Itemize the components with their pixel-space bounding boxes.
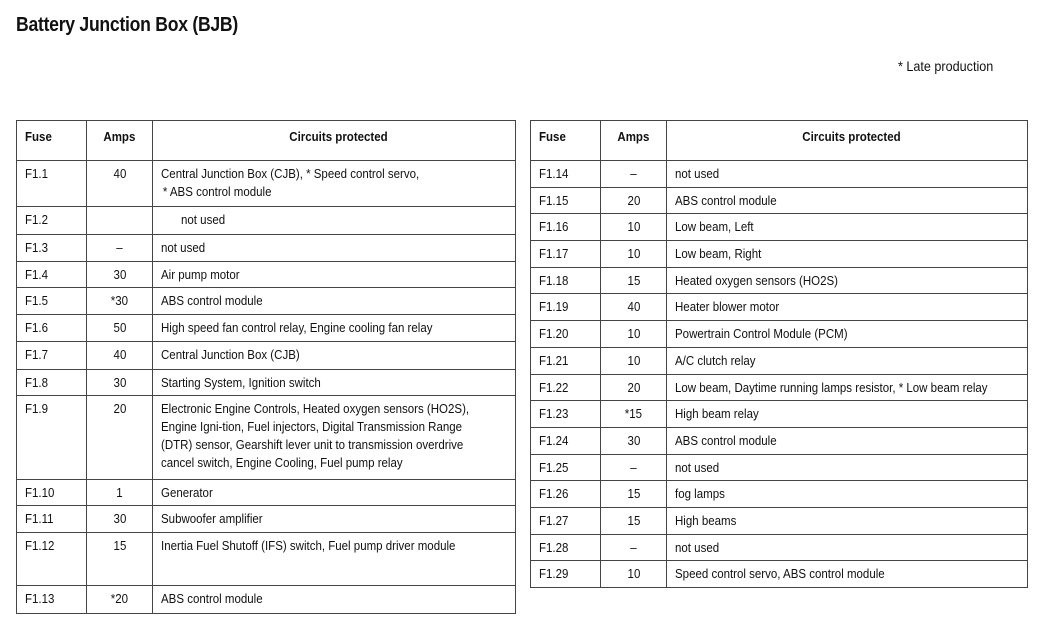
amps-cell: 10: [601, 321, 667, 348]
amps-cell: 1: [87, 480, 153, 506]
amps-cell: 20: [87, 396, 153, 480]
amps-cell: 10: [601, 347, 667, 374]
table-row: [531, 294, 1028, 321]
table-row: [17, 370, 516, 396]
amps-cell: 10: [601, 214, 667, 241]
fuse-cell: F1.11: [17, 506, 87, 533]
fuse-cell: F1.25: [531, 454, 601, 481]
page-title: Battery Junction Box (BJB): [16, 14, 238, 36]
table-row: [531, 481, 1028, 508]
circuit-cell: High beam relay: [667, 401, 1028, 428]
table-row: [17, 161, 516, 207]
table-header-row: [17, 121, 516, 161]
fuse-cell: F1.22: [531, 374, 601, 401]
amps-cell: *15: [601, 401, 667, 428]
circuit-cell: not used: [153, 235, 516, 262]
table-row: [17, 288, 516, 315]
fuse-cell: F1.24: [531, 427, 601, 454]
fuse-cell: F1.20: [531, 321, 601, 348]
amps-cell: 40: [87, 342, 153, 370]
circuit-cell: Speed control servo, ABS control module: [667, 561, 1028, 588]
table-row: [531, 321, 1028, 348]
table-row: [531, 267, 1028, 294]
table-row: [17, 262, 516, 288]
fuse-cell: F1.19: [531, 294, 601, 321]
table-row: [531, 454, 1028, 481]
amps-cell: *20: [87, 586, 153, 614]
circuit-cell: not used: [667, 454, 1028, 481]
fuse-cell: F1.9: [17, 396, 87, 480]
table-row: [531, 214, 1028, 241]
fuse-cell: F1.2: [17, 207, 87, 235]
fuse-table-left: [16, 120, 516, 614]
circuit-cell: Central Junction Box (CJB), * Speed control servo, * ABS control module: [153, 161, 516, 207]
circuit-cell: Powertrain Control Module (PCM): [667, 321, 1028, 348]
amps-cell: 30: [87, 506, 153, 533]
circuit-cell: High speed fan control relay, Engine cooling fan relay: [153, 315, 516, 342]
fuse-cell: F1.13: [17, 586, 87, 614]
table-row: [531, 347, 1028, 374]
table-row: [531, 161, 1028, 188]
amps-cell: –: [601, 454, 667, 481]
table-row: [17, 533, 516, 586]
amps-cell: 15: [601, 481, 667, 508]
amps-cell: –: [601, 161, 667, 188]
amps-cell: 30: [87, 370, 153, 396]
fuse-table-right: [530, 120, 1028, 588]
header-fuse: Fuse: [17, 121, 87, 161]
fuse-cell: F1.27: [531, 507, 601, 534]
table-row: [17, 396, 516, 480]
amps-cell: 40: [87, 161, 153, 207]
fuse-cell: F1.26: [531, 481, 601, 508]
circuit-cell: fog lamps: [667, 481, 1028, 508]
circuit-cell: ABS control module: [667, 427, 1028, 454]
table-row: [531, 561, 1028, 588]
fuse-cell: F1.16: [531, 214, 601, 241]
table-row: [531, 507, 1028, 534]
fuse-cell: F1.14: [531, 161, 601, 188]
fuse-cell: F1.3: [17, 235, 87, 262]
fuse-cell: F1.12: [17, 533, 87, 586]
amps-cell: 30: [87, 262, 153, 288]
circuit-cell: High beams: [667, 507, 1028, 534]
fuse-cell: F1.28: [531, 534, 601, 561]
fuse-cell: F1.7: [17, 342, 87, 370]
table-row: [531, 187, 1028, 214]
table-row: [17, 586, 516, 614]
circuit-cell: ABS control module: [153, 288, 516, 315]
header-circuits: Circuits protected: [153, 121, 516, 161]
header-amps: Amps: [601, 121, 667, 161]
amps-cell: 10: [601, 241, 667, 268]
table-row: [17, 315, 516, 342]
amps-cell: –: [601, 534, 667, 561]
circuit-cell: A/C clutch relay: [667, 347, 1028, 374]
circuit-cell: ABS control module: [153, 586, 516, 614]
fuse-cell: F1.21: [531, 347, 601, 374]
fuse-cell: F1.8: [17, 370, 87, 396]
circuit-cell: Low beam, Right: [667, 241, 1028, 268]
table-row: [531, 534, 1028, 561]
circuit-cell: Electronic Engine Controls, Heated oxygen sensors (HO2S), Engine Igni-tion, Fuel injectors, Digital Transmission Range (DTR) sensor, Gearshift lever unit to transmission overdrive cancel switch, Engine Cooling, Fuel pump relay: [153, 396, 516, 480]
amps-cell: 15: [87, 533, 153, 586]
fuse-cell: F1.17: [531, 241, 601, 268]
circuit-cell: Low beam, Daytime running lamps resistor, * Low beam relay: [667, 374, 1028, 401]
amps-cell: 15: [601, 507, 667, 534]
circuit-cell: not used: [667, 534, 1028, 561]
fuse-cell: F1.10: [17, 480, 87, 506]
amps-cell: 40: [601, 294, 667, 321]
amps-cell: –: [87, 235, 153, 262]
table-row: [531, 401, 1028, 428]
circuit-cell: not used: [153, 207, 516, 235]
late-production-footnote: * Late production: [898, 58, 994, 74]
fuse-cell: F1.4: [17, 262, 87, 288]
circuit-cell: Heated oxygen sensors (HO2S): [667, 267, 1028, 294]
fuse-cell: F1.29: [531, 561, 601, 588]
amps-cell: 10: [601, 561, 667, 588]
fuse-cell: F1.15: [531, 187, 601, 214]
table-row: [531, 241, 1028, 268]
circuit-cell: ABS control module: [667, 187, 1028, 214]
table-row: [17, 480, 516, 506]
fuse-cell: F1.23: [531, 401, 601, 428]
header-amps: Amps: [87, 121, 153, 161]
fuse-cell: F1.1: [17, 161, 87, 207]
circuit-cell: Subwoofer amplifier: [153, 506, 516, 533]
circuit-cell: not used: [667, 161, 1028, 188]
circuit-cell: Central Junction Box (CJB): [153, 342, 516, 370]
table-row: [531, 374, 1028, 401]
amps-cell: 30: [601, 427, 667, 454]
table-row: [17, 342, 516, 370]
amps-cell: 20: [601, 374, 667, 401]
amps-cell: 20: [601, 187, 667, 214]
table-row: [17, 235, 516, 262]
fuse-cell: F1.18: [531, 267, 601, 294]
circuit-cell: Low beam, Left: [667, 214, 1028, 241]
amps-cell: 15: [601, 267, 667, 294]
circuit-cell: Air pump motor: [153, 262, 516, 288]
amps-cell: 50: [87, 315, 153, 342]
circuit-cell: Heater blower motor: [667, 294, 1028, 321]
amps-cell: [87, 207, 153, 235]
circuit-cell: Generator: [153, 480, 516, 506]
fuse-cell: F1.5: [17, 288, 87, 315]
table-row: [17, 207, 516, 235]
header-fuse: Fuse: [531, 121, 601, 161]
table-row: [531, 427, 1028, 454]
amps-cell: *30: [87, 288, 153, 315]
header-circuits: Circuits protected: [667, 121, 1028, 161]
circuit-cell: Inertia Fuel Shutoff (IFS) switch, Fuel pump driver module: [153, 533, 516, 586]
circuit-cell: Starting System, Ignition switch: [153, 370, 516, 396]
fuse-cell: F1.6: [17, 315, 87, 342]
table-header-row: [531, 121, 1028, 161]
table-row: [17, 506, 516, 533]
